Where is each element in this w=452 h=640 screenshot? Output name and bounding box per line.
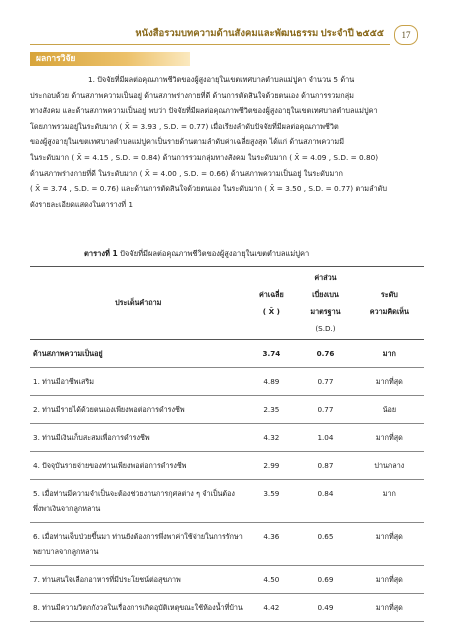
row-question: 3. ท่านมีเงินเก็บสะสมเพื่อการดำรงชีพ (33, 433, 150, 442)
row-mean: 2.99 (263, 461, 280, 470)
row-question: 5. เมื่อท่านมีความจำเป็นจะต้องช่วยงานการกุศลต่าง ๆ จำเป็นต้องพึ่งพาเงินจากลูกหลาน (33, 489, 235, 513)
group-level: มาก (382, 349, 396, 358)
table-caption (84, 248, 309, 260)
table-row (30, 480, 424, 523)
group-label: ด้านสภาพความเป็นอยู่ (33, 349, 103, 358)
paragraph-line: ด้านสภาพร่างกายที่ดี ในระดับมาก ( X̄ = 4.00 , S.D. = 0.66) ด้านสภาพความเป็นอยู่ ในระดับมาก (30, 168, 343, 178)
row-sd: 0.69 (317, 575, 334, 584)
table-caption-label: ตารางที่ 1 (84, 249, 118, 258)
row-question: 2. ท่านมีรายได้ด้วยตนเองเพียงพอต่อการดำรงชีพ (33, 405, 185, 414)
group-sd: 0.76 (316, 349, 335, 358)
header-rule (30, 44, 390, 45)
row-level: มากที่สุด (375, 433, 403, 442)
header-sd-line4: (S.D.) (315, 324, 336, 333)
row-mean: 4.42 (263, 603, 280, 612)
row-question: 1. ท่านมีอาชีพเสริม (33, 377, 94, 386)
row-level: ปานกลาง (374, 461, 405, 470)
header-level (355, 267, 424, 340)
row-mean: 4.36 (263, 532, 280, 541)
row-mean: 4.32 (263, 433, 280, 442)
table-row (30, 594, 424, 622)
row-sd: 0.65 (317, 532, 334, 541)
header-level-line1: ระดับ (380, 290, 398, 299)
table-group-row (30, 340, 424, 368)
header-sd (296, 267, 354, 340)
row-sd: 1.04 (317, 433, 334, 442)
table-row (30, 566, 424, 594)
results-paragraph (30, 72, 422, 212)
row-mean: 3.59 (263, 489, 280, 498)
row-question: 8. ท่านมีความวิตกกังวลในเรื่องการเกิดอุบัติเหตุขณะใช้ห้องน้ำที่บ้าน (33, 603, 243, 612)
page-number: 17 (394, 25, 418, 45)
header-sd-line1: ค่าส่วน (314, 273, 337, 282)
row-level: มากที่สุด (375, 603, 403, 612)
row-level: มากที่สุด (375, 575, 403, 584)
table-row (30, 424, 424, 452)
header-mean-symbol: ( X̄ ) (262, 307, 280, 316)
header-level-line2: ความคิดเห็น (369, 307, 409, 316)
paragraph-line: 1. ปัจจัยที่มีผลต่อคุณภาพชีวิตของผู้สูงอายุในเขตเทศบาลตำบลแม่ปูคา จำนวน 5 ด้าน (88, 75, 355, 84)
paragraph-line: ของผู้สูงอายุในเขตเทศบาลตำบลแม่ปูคาเป็นรายด้านตามลำดับค่าเฉลี่ยสูงสุด ได้แก่ ด้านสภาพความมี (30, 137, 345, 147)
publication-title: หนังสือรวมบทความด้านสังคมและพัฒนธรรม ประจำปี ๒๕๕๕ (135, 29, 384, 39)
page-header (0, 24, 452, 46)
row-level: น้อย (382, 405, 397, 414)
table-row (30, 523, 424, 566)
row-sd: 0.77 (317, 405, 334, 414)
paragraph-line: ประกอบด้วย ด้านสภาพความเป็นอยู่ ด้านสภาพร่างกายที่ดี ด้านการตัดสินใจด้วยตนเอง ด้านการรวมกลุ่ม (30, 90, 354, 100)
table-header-row (30, 267, 424, 340)
row-level: มากที่สุด (375, 532, 403, 541)
header-question: ประเด็นคำถาม (115, 297, 162, 307)
row-level: มาก (382, 489, 396, 498)
row-mean: 2.35 (263, 405, 280, 414)
factors-table (30, 266, 424, 622)
header-mean (246, 267, 296, 340)
section-heading: ผลการวิจัย (36, 54, 76, 64)
table-row (30, 452, 424, 480)
table-row (30, 396, 424, 424)
row-question: 7. ท่านสนใจเลือกอาหารที่มีประโยชน์ต่อสุขภาพ (33, 575, 181, 584)
row-level: มากที่สุด (375, 377, 403, 386)
group-mean: 3.74 (262, 349, 281, 358)
paragraph-line: ทางสังคม และด้านสภาพความเป็นอยู่ พบว่า ปัจจัยที่มีผลต่อคุณภาพชีวิตของผู้สูงอายุในเขตเทศบาลตำบลแม่ปูคา (30, 106, 378, 116)
row-question: 4. ปัจจุบันรายจ่ายของท่านเพียงพอต่อการดำรงชีพ (33, 461, 187, 470)
header-mean-label: ค่าเฉลี่ย (258, 290, 284, 299)
row-sd: 0.84 (317, 489, 334, 498)
row-sd: 0.87 (317, 461, 334, 470)
row-mean: 4.89 (263, 377, 280, 386)
section-heading-bar (30, 52, 190, 66)
row-question: 6. เมื่อท่านเจ็บป่วยขึ้นมา ท่านยังต้องการพึ่งพาค่าใช้จ่ายในการรักษาพยาบาลจากลูกหลาน (33, 532, 243, 556)
paragraph-line: โดยภาพรวมอยู่ในระดับมาก ( X̄ = 3.93 , S.D. = 0.77) เมื่อเรียงลำดับปัจจัยที่มีผลต่อคุณภาพชีวิต (30, 121, 339, 131)
row-sd: 0.49 (317, 603, 334, 612)
header-sd-line2: เบี่ยงเบน (312, 290, 339, 299)
table-row (30, 368, 424, 396)
header-sd-line3: มาตรฐาน (310, 307, 341, 316)
paragraph-line: ( X̄ = 3.74 , S.D. = 0.76) และด้านการตัดสินใจด้วยตนเอง ในระดับมาก ( X̄ = 3.50 , S.D. = 0.77) ตามลำดับ (30, 184, 388, 194)
row-mean: 4.50 (263, 575, 280, 584)
table-caption-text: ปัจจัยที่มีผลต่อคุณภาพชีวิตของผู้สูงอายุในเขตตำบลแม่ปูคา (117, 249, 310, 258)
row-sd: 0.77 (317, 377, 334, 386)
paragraph-line: ดังรายละเอียดแสดงในตารางที่ 1 (30, 199, 134, 209)
paragraph-line: ในระดับมาก ( X̄ = 4.15 , S.D. = 0.84) ด้านการรวมกลุ่มทางสังคม ในระดับมาก ( X̄ = 4.09 , S.D. = 0.80) (30, 152, 379, 162)
